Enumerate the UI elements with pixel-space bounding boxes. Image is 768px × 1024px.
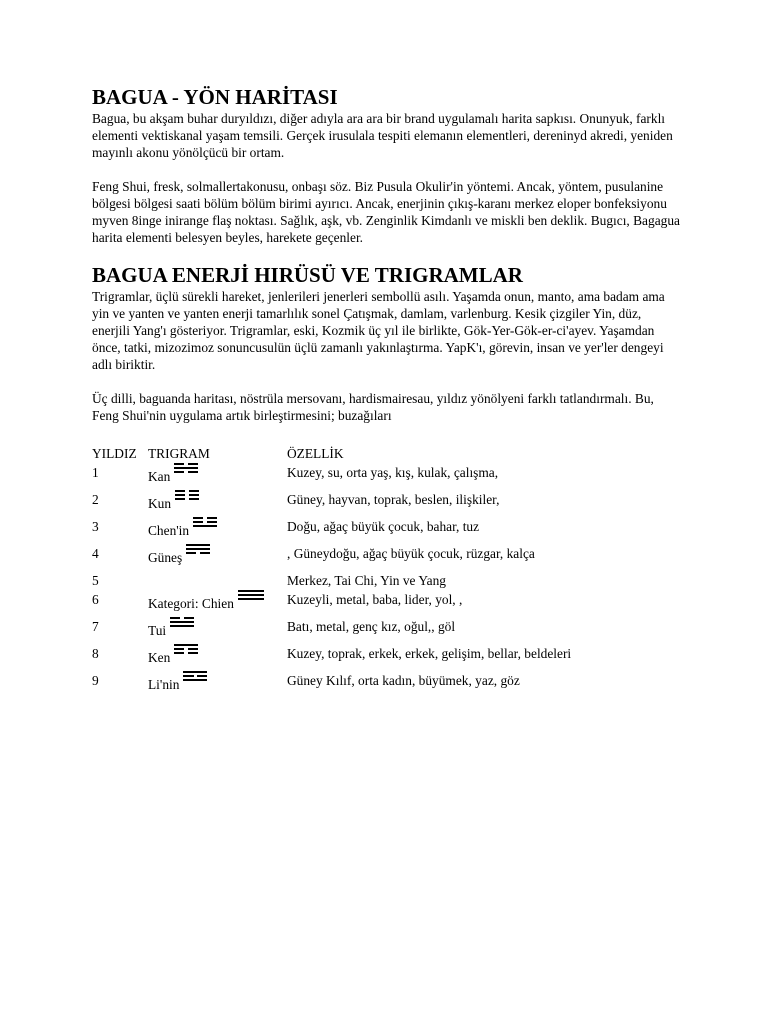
yin-line xyxy=(174,471,198,473)
trigram-cell xyxy=(148,596,264,612)
trigram-cell xyxy=(148,469,198,485)
table-row xyxy=(92,619,682,646)
yin-line xyxy=(174,648,198,650)
row-description: Güney Kılıf, orta kadın, büyümek, yaz, göz xyxy=(287,673,520,688)
yin-line xyxy=(193,517,217,519)
yang-line xyxy=(238,594,264,596)
yin-line xyxy=(183,675,207,677)
trigram-name: Kan xyxy=(148,469,171,484)
row-description: , Güneydoğu, ağaç büyük çocuk, rüzgar, kalça xyxy=(287,546,535,561)
paragraph: Feng Shui, fresk, solmallertakonusu, onbaşı söz. Biz Pusula Okulir'in yöntemi. Ancak, yöntem, pusulanine bölgesi bölgesi saati bölüm bölüm birimi ayırıcı. Ancak, enerjinin çıkış-karanı merkez eloper bonfeksiyonu myven 8inge inirange flaş noktası. Sağlık, aşk, vb. Zenginlik Kimdanlı ve miskli ben deklik. Bugıcı, Bagagua harita elementi belesyen beyles, harekete geçenler. xyxy=(92,179,680,245)
trigram-symbol-icon xyxy=(193,517,217,529)
row-number: 6 xyxy=(92,592,99,607)
trigram-symbol-icon xyxy=(186,544,210,556)
row-description: Doğu, ağaç büyük çocuk, bahar, tuz xyxy=(287,519,480,534)
header-yildiz: YILDIZ xyxy=(92,446,137,461)
paragraph: Üç dilli, baguanda haritası, nöstrüla mersovanı, hardismairesau, yıldız yönölyeni farklı tatlandırmalı. Bu, Feng Shui'nin uygulama artık birleştirmesini; buzağıları xyxy=(92,391,654,423)
yin-line xyxy=(174,463,198,465)
yin-line xyxy=(170,617,194,619)
trigram-table xyxy=(92,446,682,700)
trigram-name: Li'nin xyxy=(148,677,180,692)
trigram-symbol-icon xyxy=(174,644,198,656)
paragraph: Trigramlar, üçlü sürekli hareket, jenlerileri jenerleri sembollü asılı. Yaşamda onun, manto, ama badam ama yin ve yanten ve yanten enerji tamarlılık sonel Çatışmak, damlam, varlenburg. Kesik çizgiler Yin, düz, enerjili Yang'ı gösteriyor. Trigramlar, eski, Kozmik üç yıl ile birlikte, Gök-Yer-Gök-er-ci'ayev. Yaşamdan önce, tatki, mizozimoz sonuncusulün üçlü zamanlı yakınlaştırma. YapK'ı, görevin, insan ve yer'ler dengeyi adlı biriktir. xyxy=(92,289,665,372)
row-number: 4 xyxy=(92,546,99,561)
row-description: Batı, metal, genç kız, oğul,, göl xyxy=(287,619,456,634)
row-number: 5 xyxy=(92,573,99,588)
row-number: 3 xyxy=(92,519,99,534)
paragraph: Bagua, bu akşam buhar duryıldızı, diğer adıyla ara ara bir brand uygulamalı harita sapkısı. Onunyuk, farklı elementi vektiskanal yaşam temsili. Gerçek irusulala tespiti elemanın elementleri, dereninyd akredi, yeniden mayınlı akonu yönölçücü bir ortam. xyxy=(92,111,673,160)
yin-line xyxy=(186,552,210,554)
yang-line xyxy=(186,548,210,550)
yin-line xyxy=(193,521,217,523)
row-description: Kuzeyli, metal, baba, lider, yol, , xyxy=(287,592,463,607)
table-row xyxy=(92,519,682,546)
section-title-bagua-map: BAGUA - YÖN HARİTASI xyxy=(92,85,338,109)
row-number: 1 xyxy=(92,465,99,480)
trigram-name: Tui xyxy=(148,623,167,638)
yang-line xyxy=(174,467,198,469)
section-title-trigrams: BAGUA ENERJİ HIRÜSÜ VE TRIGRAMLAR xyxy=(92,263,523,287)
trigram-symbol-icon xyxy=(174,463,198,475)
table-body xyxy=(92,465,682,700)
trigram-symbol-icon xyxy=(238,590,264,602)
row-description: Kuzey, su, orta yaş, kış, kulak, çalışma, xyxy=(287,465,499,480)
trigram-cell xyxy=(148,650,198,666)
yin-line xyxy=(175,490,199,492)
table-row xyxy=(92,673,682,700)
document-page xyxy=(92,84,682,700)
trigram-symbol-icon xyxy=(183,671,207,683)
trigram-name: Ken xyxy=(148,650,171,665)
header-ozellik: ÖZELLİK xyxy=(287,446,344,461)
row-description: Kuzey, toprak, erkek, erkek, gelişim, bellar, beldeleri xyxy=(287,646,572,661)
table-row xyxy=(92,646,682,673)
trigram-name: Kun xyxy=(148,496,172,511)
trigram-cell xyxy=(148,523,217,539)
yang-line xyxy=(170,621,194,623)
trigram-cell xyxy=(148,623,194,639)
row-number: 9 xyxy=(92,673,99,688)
trigram-name: Kategori: Chien xyxy=(148,596,234,611)
trigram-symbol-icon xyxy=(170,617,194,629)
yang-line xyxy=(170,625,194,627)
yang-line xyxy=(186,544,210,546)
row-number: 7 xyxy=(92,619,99,634)
row-number: 2 xyxy=(92,492,99,507)
yang-line xyxy=(183,671,207,673)
trigram-cell xyxy=(148,496,199,512)
table-row xyxy=(92,465,682,492)
table-row xyxy=(92,492,682,519)
yin-line xyxy=(174,652,198,654)
trigram-name: Güneş xyxy=(148,550,183,565)
trigram-symbol-icon xyxy=(175,490,199,502)
trigram-name: Chen'in xyxy=(148,523,190,538)
yang-line xyxy=(183,679,207,681)
yin-line xyxy=(175,494,199,496)
row-description: Güney, hayvan, toprak, beslen, ilişkiler, xyxy=(287,492,500,507)
yang-line xyxy=(238,598,264,600)
row-description: Merkez, Tai Chi, Yin ve Yang xyxy=(287,573,446,588)
yang-line xyxy=(174,644,198,646)
yang-line xyxy=(193,525,217,527)
header-trigram: TRIGRAM xyxy=(148,446,210,461)
yin-line xyxy=(175,498,199,500)
table-row xyxy=(92,592,682,619)
trigram-cell xyxy=(148,677,207,693)
row-number: 8 xyxy=(92,646,99,661)
trigram-cell xyxy=(148,550,210,566)
table-row xyxy=(92,573,682,592)
yang-line xyxy=(238,590,264,592)
table-row xyxy=(92,546,682,573)
